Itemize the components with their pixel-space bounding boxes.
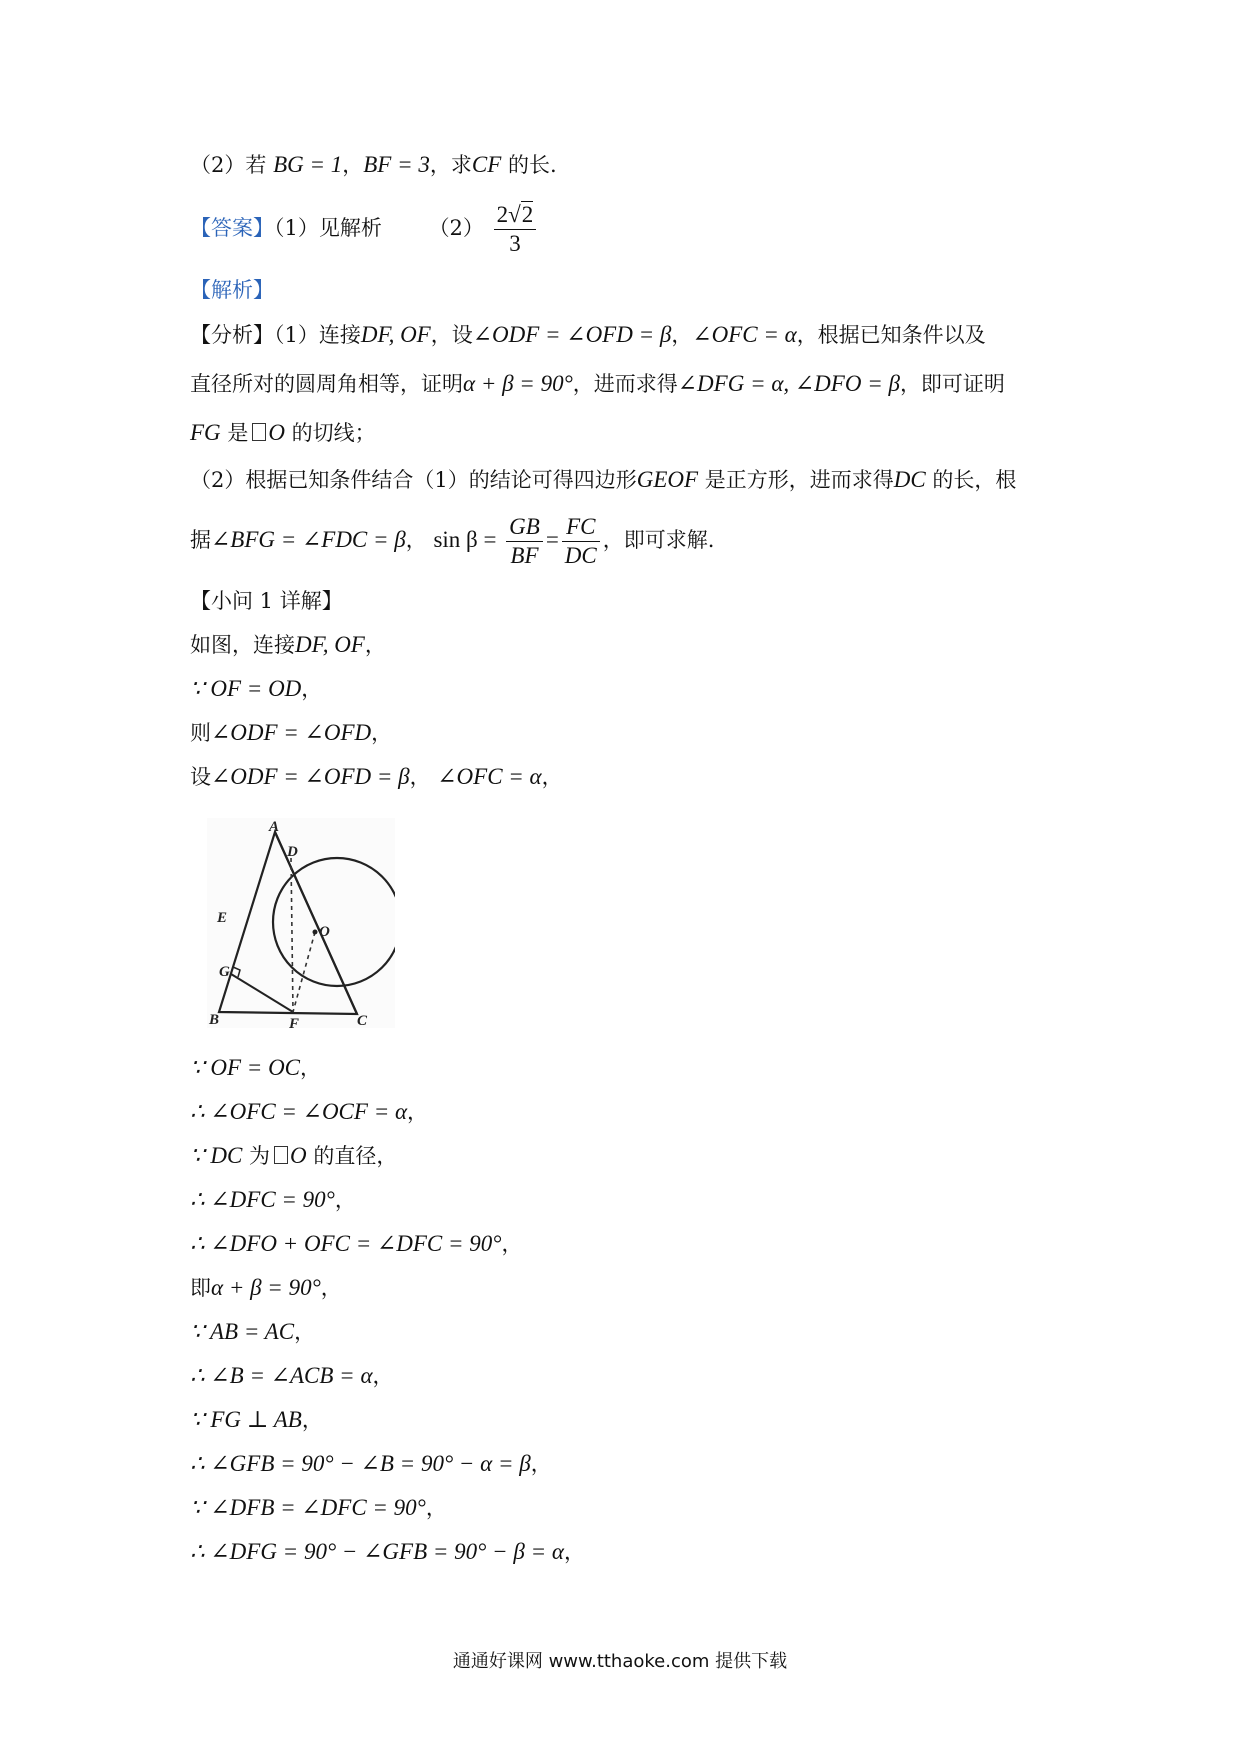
- label-o: O: [319, 924, 330, 940]
- answer-part1: （1）见解析: [274, 216, 382, 240]
- step-3: [190, 718, 392, 748]
- text: 为: [242, 1144, 271, 1168]
- label-b: B: [209, 1012, 220, 1028]
- text: 如图，连接: [190, 633, 295, 657]
- text: ，: [371, 721, 393, 745]
- label-d: D: [287, 844, 298, 860]
- step-6: [190, 1097, 428, 1127]
- frac-den: BF: [510, 543, 539, 568]
- step-8: [190, 1185, 356, 1215]
- math: α + β = 90°: [211, 1275, 321, 1300]
- frac-den: DC: [564, 543, 597, 568]
- text: ，求: [429, 153, 472, 177]
- math: FG: [190, 420, 221, 445]
- math: BG = 1: [273, 152, 343, 177]
- text: ，进而求得: [572, 372, 678, 396]
- page-footer: 通通好课网 www.tthaoke.com 提供下载: [452, 1651, 788, 1672]
- analysis-line-2: [190, 369, 1005, 399]
- circle-symbol-box: [252, 423, 266, 441]
- text: （2）根据已知条件结合（1）的结论可得四边形: [190, 468, 637, 492]
- math: ∠ODF = ∠OFD = β: [211, 764, 410, 789]
- text: 直径所对的圆周角相等，证明: [190, 372, 463, 396]
- step-15: [190, 1493, 447, 1523]
- math: O: [268, 420, 285, 445]
- text: ，: [409, 765, 431, 789]
- frac-den: 3: [509, 231, 521, 256]
- math: CF: [471, 152, 502, 177]
- answer-tag: 【答案】: [190, 216, 274, 240]
- analysis-line-5: [190, 508, 714, 572]
- text: 的长.: [501, 153, 557, 177]
- step-9: [190, 1229, 522, 1259]
- step-5: [190, 1053, 321, 1083]
- step-11: [190, 1317, 315, 1347]
- analysis-line-4: [190, 465, 1016, 495]
- math: ∴ ∠GFB = 90° − ∠B = 90° − α = β: [190, 1451, 531, 1476]
- step-14: [190, 1449, 552, 1479]
- text: 的切线；: [284, 421, 376, 445]
- fraction-fc-dc: [562, 513, 600, 570]
- text: ，: [342, 153, 364, 177]
- text: ，: [300, 1056, 322, 1080]
- step-10: [190, 1273, 342, 1303]
- text: ，: [364, 633, 386, 657]
- text: 的长，根: [925, 468, 1017, 492]
- math: ∴ ∠DFO + OFC = ∠DFC = 90°: [190, 1231, 502, 1256]
- text: （1）连接: [274, 323, 361, 347]
- text: ，根据已知条件以及: [796, 323, 986, 347]
- math: BF = 3: [363, 152, 430, 177]
- math: ∵ ∠DFB = ∠DFC = 90°: [190, 1495, 426, 1520]
- text: 的直径，: [306, 1144, 398, 1168]
- math: ∴ ∠B = ∠ACB = α: [190, 1363, 373, 1388]
- step-7: [190, 1141, 397, 1171]
- label-a: A: [269, 819, 280, 835]
- step-1: [190, 630, 386, 660]
- math: α + β = 90°: [463, 371, 573, 396]
- math: ∵ OF = OD: [190, 676, 302, 701]
- math: ∠ODF = ∠OFD: [211, 720, 372, 745]
- text: ，: [301, 677, 323, 701]
- circle-symbol-box: [274, 1146, 288, 1164]
- text: ，: [563, 1540, 585, 1564]
- math: DF, OF: [295, 632, 365, 657]
- text: ，即可证明: [899, 372, 1005, 396]
- geometry-figure: [207, 818, 395, 1028]
- math: GEOF: [636, 467, 699, 492]
- problem-part2: [190, 150, 557, 180]
- label-e: E: [217, 910, 228, 926]
- math: ∵ DC: [190, 1143, 243, 1168]
- text: （2）若: [190, 153, 267, 177]
- text: ，即可求解.: [602, 528, 715, 552]
- step-16: [190, 1537, 585, 1567]
- point-o: [313, 930, 318, 935]
- math: DC: [893, 467, 926, 492]
- text: ，: [541, 765, 563, 789]
- math: sin β =: [433, 527, 497, 552]
- math: DF, OF: [360, 322, 431, 347]
- sqrt-sign: √: [508, 202, 521, 227]
- math: ∠ODF = ∠OFD = β: [472, 322, 672, 347]
- label-g: G: [219, 964, 230, 980]
- math: ∠OFC = α: [692, 322, 797, 347]
- math: =: [545, 527, 559, 552]
- figure-background: [207, 818, 395, 1028]
- math: ∠DFG = α, ∠DFO = β: [677, 371, 900, 396]
- text: ，: [372, 1364, 394, 1388]
- text: ，设: [430, 323, 473, 347]
- text: 据: [190, 528, 211, 552]
- text: 是正方形，进而求得: [698, 468, 894, 492]
- text: ，: [671, 323, 693, 347]
- step-4: [190, 762, 563, 792]
- math: ∠OFC = α: [437, 764, 542, 789]
- text: 是: [220, 421, 249, 445]
- math: ∵ OF = OC: [190, 1055, 301, 1080]
- label-c: C: [357, 1013, 368, 1028]
- answer-fraction: [494, 201, 537, 258]
- jiexi-tag: 【解析】: [190, 278, 274, 302]
- step-13: [190, 1405, 323, 1435]
- math: O: [290, 1143, 307, 1168]
- text: ，: [320, 1276, 342, 1300]
- text: 即: [190, 1276, 211, 1300]
- math: ∴ ∠OFC = ∠OCF = α: [190, 1099, 408, 1124]
- frac-num-radicand: 2: [521, 202, 534, 227]
- analysis-tag: 【分析】: [190, 323, 274, 347]
- text: ，: [407, 1100, 429, 1124]
- step-2: [190, 674, 322, 704]
- frac-num: GB: [506, 513, 543, 542]
- text: ，: [405, 528, 427, 552]
- text: ，: [530, 1452, 552, 1476]
- answer-line: [190, 198, 539, 258]
- text: ，: [501, 1232, 523, 1256]
- math: ∠BFG = ∠FDC = β: [211, 527, 406, 552]
- text: ，: [294, 1320, 316, 1344]
- text: 设: [190, 765, 211, 789]
- step-12: [190, 1361, 394, 1391]
- answer-part2: （2）: [428, 216, 484, 240]
- math: ∵ FG ⊥ AB: [190, 1407, 302, 1432]
- analysis-line-3: [190, 418, 376, 448]
- detail-tag: 【小问 1 详解】: [190, 589, 343, 613]
- text: ，: [301, 1408, 323, 1432]
- label-f: F: [289, 1016, 300, 1028]
- frac-num: FC: [562, 513, 600, 542]
- text: 则: [190, 721, 211, 745]
- math: ∵ AB = AC: [190, 1319, 295, 1344]
- frac-num-coef: 2: [496, 202, 509, 227]
- text: ，: [425, 1496, 447, 1520]
- math: ∴ ∠DFG = 90° − ∠GFB = 90° − β = α: [190, 1539, 564, 1564]
- math: ∴ ∠DFC = 90°: [190, 1187, 335, 1212]
- fraction-gb-bf: [506, 513, 543, 570]
- analysis-line-1: [190, 320, 986, 350]
- text: ，: [334, 1188, 356, 1212]
